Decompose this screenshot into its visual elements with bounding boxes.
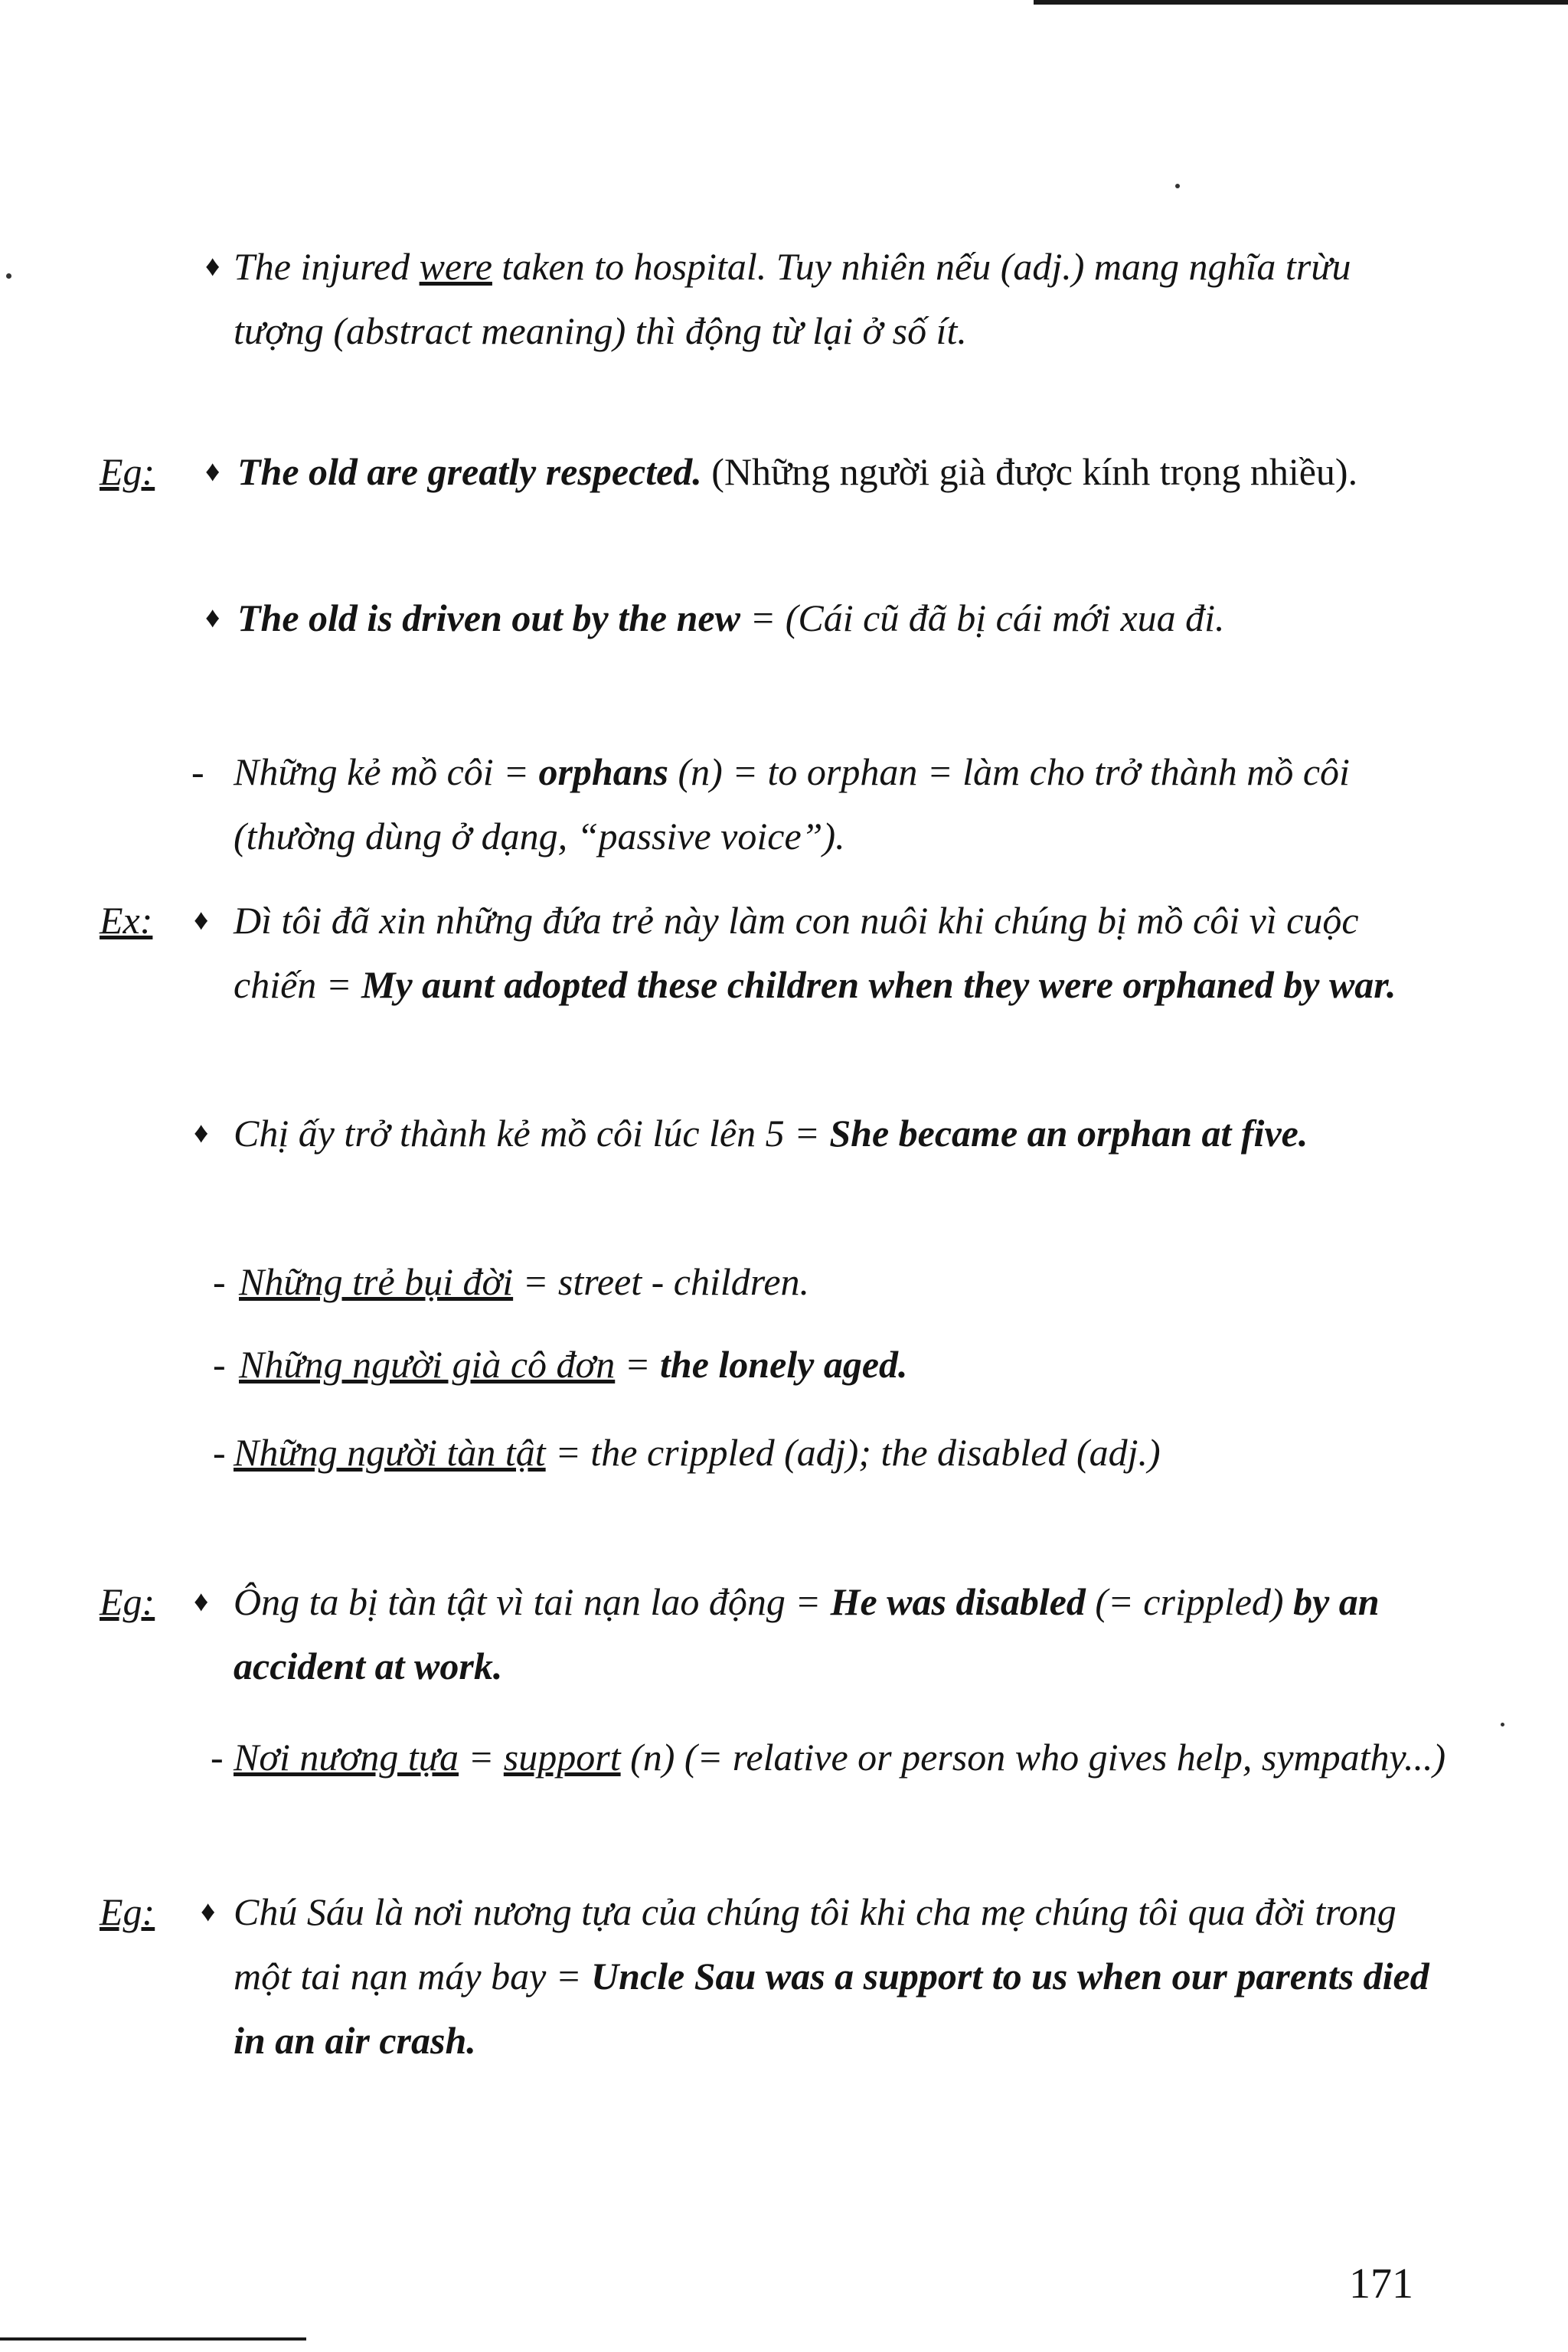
bottom-rule bbox=[0, 2337, 306, 2341]
example-label: Ex: bbox=[100, 899, 153, 942]
dash-marker: - bbox=[213, 1343, 226, 1386]
top-rule bbox=[1034, 0, 1568, 5]
text-run: (n) (= relative or person who gives help, sympathy...) bbox=[620, 1736, 1446, 1779]
entry-text bbox=[234, 1420, 1447, 1485]
entry-text bbox=[234, 1725, 1447, 1789]
text-run-bold: He was disabled bbox=[830, 1580, 1086, 1623]
example-label: Eg: bbox=[100, 450, 155, 493]
text-run-bold: the lonely aged. bbox=[660, 1343, 908, 1386]
dash-marker: - bbox=[191, 750, 204, 793]
text-run: (n) = to orphan = làm cho trở thành mồ côi (thường dùng ở dạng, “passive voice”). bbox=[234, 750, 1350, 858]
text-run-underlined: Nơi nương tựa bbox=[234, 1736, 459, 1779]
bullet-marker: ♦ bbox=[194, 1117, 209, 1149]
dash-marker: - bbox=[211, 1736, 224, 1779]
bullet-marker: ♦ bbox=[201, 1896, 216, 1928]
entry-text bbox=[234, 1880, 1447, 2073]
entry-text bbox=[234, 1101, 1447, 1165]
dash-marker: - bbox=[213, 1260, 226, 1303]
scan-speck bbox=[1175, 184, 1180, 188]
text-run: Dì tôi đã xin những đứa trẻ này làm con nuôi khi chúng bị mồ côi vì cuộc chiến = bbox=[234, 899, 1359, 1006]
dash-marker: - bbox=[213, 1431, 226, 1474]
text-run-bold: The old is driven out by the new bbox=[237, 596, 740, 639]
text-run: Những kẻ mồ côi = bbox=[234, 750, 539, 793]
text-run: Chú Sáu là nơi nương tựa của chúng tôi khi cha mẹ chúng tôi qua đời trong một tai nạn máy bay = bbox=[234, 1890, 1396, 1998]
text-run: Ông ta bị tàn tật vì tai nạn lao động = bbox=[234, 1580, 831, 1623]
text-run: (Những người già được kính trọng nhiều). bbox=[701, 450, 1358, 493]
text-run: = bbox=[615, 1343, 660, 1386]
text-run-underlined: Những người già cô đơn bbox=[239, 1343, 616, 1386]
bullet-marker: ♦ bbox=[205, 250, 220, 283]
text-run-underlined: Những người tàn tật bbox=[234, 1431, 546, 1474]
bullet-marker: ♦ bbox=[194, 904, 209, 936]
entry-text bbox=[239, 1250, 1447, 1314]
page-number: 171 bbox=[1349, 2260, 1413, 2308]
text-run: taken to hospital. Tuy nhiên nếu (adj.) mang nghĩa trừu tượng (abstract meaning) thì động từ lại ở số ít. bbox=[234, 245, 1351, 352]
text-run-underlined: were bbox=[419, 245, 492, 288]
text-run-bold: orphans bbox=[538, 750, 668, 793]
example-label: Eg: bbox=[100, 1580, 155, 1623]
text-run: (= crippled) bbox=[1085, 1580, 1294, 1623]
entry-text bbox=[237, 439, 1447, 504]
text-run: The injured bbox=[234, 245, 420, 288]
text-run: = the crippled (adj); the disabled (adj.) bbox=[545, 1431, 1161, 1474]
bullet-marker: ♦ bbox=[194, 1586, 209, 1618]
entry-text bbox=[234, 234, 1443, 363]
text-run-bold: The old are greatly respected. bbox=[237, 450, 702, 493]
entry-text bbox=[234, 888, 1447, 1017]
text-run: = street - children. bbox=[513, 1260, 810, 1303]
text-run-bold: She became an orphan at five. bbox=[829, 1112, 1308, 1155]
text-run: = bbox=[459, 1736, 504, 1779]
scan-speck bbox=[1501, 1723, 1504, 1726]
bullet-marker: ♦ bbox=[205, 456, 220, 488]
text-run-bold: Uncle Sau was a support to us when our parents died in an air crash. bbox=[234, 1955, 1429, 2062]
text-run-underlined: Những trẻ bụi đời bbox=[239, 1260, 514, 1303]
text-run: Chị ấy trở thành kẻ mồ côi lúc lên 5 = bbox=[234, 1112, 830, 1155]
bullet-marker: ♦ bbox=[205, 602, 220, 634]
entry-text bbox=[234, 740, 1447, 868]
text-run-bold: by an accident at work. bbox=[234, 1580, 1380, 1687]
example-label: Eg: bbox=[100, 1890, 155, 1933]
text-run-underlined: support bbox=[503, 1736, 621, 1779]
text-run-bold: My aunt adopted these children when they were orphaned by war. bbox=[361, 963, 1396, 1006]
entry-text bbox=[239, 1332, 1447, 1396]
scan-speck bbox=[6, 273, 11, 279]
entry-text bbox=[237, 586, 1447, 650]
text-run: = (Cái cũ đã bị cái mới xua đi. bbox=[740, 596, 1225, 639]
entry-text bbox=[234, 1570, 1447, 1698]
